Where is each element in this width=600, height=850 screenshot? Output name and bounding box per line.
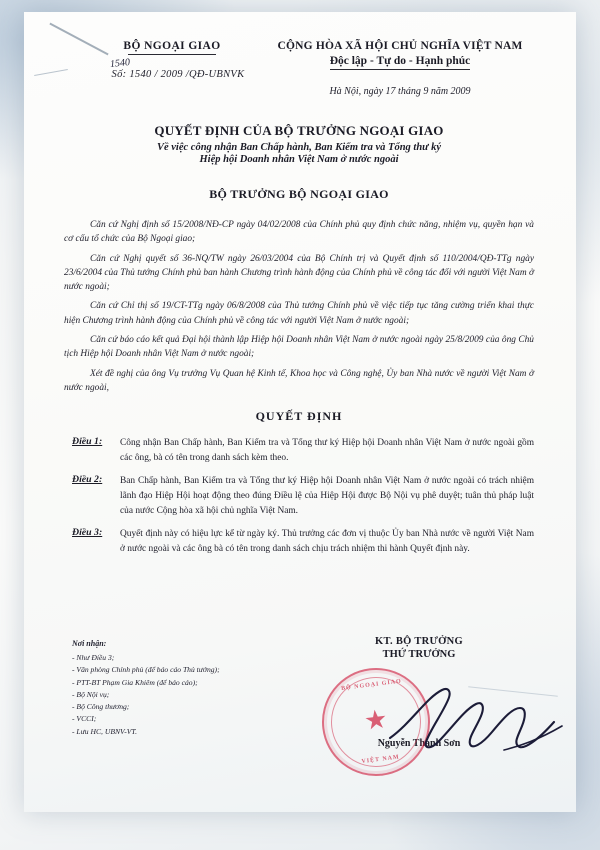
recipient-item: - Bộ Nội vụ;: [72, 689, 110, 699]
decision-heading: QUYẾT ĐỊNH: [255, 409, 343, 424]
document-title: QUYẾT ĐỊNH CỦA BỘ TRƯỞNG NGOẠI GIAO: [154, 123, 444, 138]
article-text: Công nhận Ban Chấp hành, Ban Kiểm tra và Tổng thư ký Hiệp hội Doanh nhân Việt Nam ở nước ngoài gồm các ông, bà có tên trong danh sách kèm theo.: [120, 438, 534, 463]
national-motto: Độc lập - Tự do - Hạnh phúc: [329, 55, 471, 67]
document-subtitle-1: Về việc công nhận Ban Chấp hành, Ban Kiểm tra và Tổng thư ký: [156, 142, 441, 153]
article-label: Điều 2:: [72, 474, 103, 486]
article-item: [64, 436, 534, 465]
recipient-item: - Bộ Công thương;: [72, 702, 130, 712]
recipient-item: - Văn phòng Chính phủ (để báo cáo Thủ tướng);: [72, 665, 220, 675]
document-title-block: [64, 123, 534, 165]
national-heading-block: [266, 40, 534, 97]
recipient-item: - PTT-BT Phạm Gia Khiêm (để báo cáo);: [72, 677, 198, 687]
document-page: [24, 12, 576, 812]
preamble-paragraph: Xét đề nghị của ông Vụ trưởng Vụ Quan hệ Kinh tế, Khoa học và Công nghệ, Ủy ban Nhà nước về người Việt Nam ở nước ngoài,: [64, 368, 534, 393]
ministry-name: BỘ NGOẠI GIAO: [123, 40, 221, 52]
document-subtitle-2: Hiệp hội Doanh nhân Việt Nam ở nước ngoài: [199, 154, 399, 165]
article-text: Quyết định này có hiệu lực kể từ ngày ký. Thủ trưởng các đơn vị thuộc Ủy ban Nhà nước về người Việt Nam ở nước ngoài và các ông bà có tên trong danh sách chịu trách nhiệm thi hành Quyết định này.: [120, 529, 534, 554]
document-content: [64, 30, 534, 790]
scan-artifact-mark: [34, 69, 68, 76]
preamble-paragraph: Căn cứ Nghị định số 15/2008/NĐ-CP ngày 04/02/2008 của Chính phủ quy định chức năng, nhiệm vụ, quyền hạn và cơ cấu tổ chức của Bộ Ngoại giao;: [64, 220, 534, 245]
document-number: Số: 1540 / 2009 /QĐ-UBNVK: [111, 69, 245, 80]
signer-role-line-1: KT. BỘ TRƯỞNG: [374, 636, 463, 647]
article-item: [64, 527, 534, 556]
place-and-date: Hà Nội, ngày 17 tháng 9 năm 2009: [329, 86, 471, 97]
preamble-paragraph: Căn cứ báo cáo kết quả Đại hội thành lập Hiệp hội Doanh nhân Việt Nam ở nước ngoài ngày 25/8/2009 của ông Chủ tịch Hiệp hội Doanh nhân Việt Nam ở nước ngoài;: [64, 335, 534, 360]
signer-name: Nguyễn Thanh Sơn: [377, 738, 461, 749]
preamble-section: [64, 218, 534, 395]
articles-section: [64, 436, 534, 556]
handwritten-number: 1540: [109, 56, 131, 71]
document-header: [64, 30, 534, 97]
seal-text-bottom: VIỆT NAM: [361, 754, 401, 766]
recipient-item: - Như Điều 3;: [72, 652, 115, 662]
recipient-item: - Lưu HC, UBNV-VT.: [72, 726, 137, 736]
preamble-paragraph: Căn cứ Chỉ thị số 19/CT-TTg ngày 06/8/2008 của Thủ tướng Chính phủ về việc tiếp tục tăng cường triển khai thực hiện Chương trình hành động của Chính phủ về công tác với người Việt Nam ở nước ngoài;: [64, 301, 534, 326]
header-divider-left: [128, 54, 216, 55]
seal-text-top: BỘ NGOẠI GIAO: [340, 678, 403, 692]
article-label: Điều 3:: [72, 527, 103, 539]
recipient-item: - VCCI;: [72, 714, 97, 724]
signer-role-line-2: THỨ TRƯỞNG: [382, 649, 456, 660]
document-footer: [64, 630, 534, 790]
article-text: Ban Chấp hành, Ban Kiểm tra và Tổng thư ký Hiệp hội Doanh nhân Việt Nam ở nước ngoài có trách nhiệm lãnh đạo Hiệp Hội hoạt động theo đúng Điều lệ của Hiệp Hội được Bộ Nội vụ phê duyệt; tuân thủ pháp luật của nước Cộng hòa xã hội chủ nghĩa Việt Nam.: [120, 476, 534, 516]
article-label: Điều 1:: [72, 436, 103, 448]
recipients-list: [72, 638, 292, 738]
article-item: [64, 474, 534, 518]
issuing-authority-block: [64, 40, 262, 80]
header-divider-right: [330, 69, 470, 70]
country-name: CỘNG HÒA XÃ HỘI CHỦ NGHĨA VIỆT NAM: [277, 40, 523, 52]
recipients-title: Nơi nhận:: [72, 639, 107, 648]
preamble-paragraph: Căn cứ Nghị quyết số 36-NQ/TW ngày 26/03/2004 của Bộ Chính trị và Quyết định số 110/2004/QĐ-TTg ngày 23/6/2004 của Thủ tướng Chính phủ ban hành Chương trình hành động của Chính phủ về công tác đối với người Việt Nam ở nước ngoài;: [64, 253, 534, 293]
star-icon: ★: [362, 704, 390, 736]
issuer-line: BỘ TRƯỞNG BỘ NGOẠI GIAO: [209, 187, 389, 201]
